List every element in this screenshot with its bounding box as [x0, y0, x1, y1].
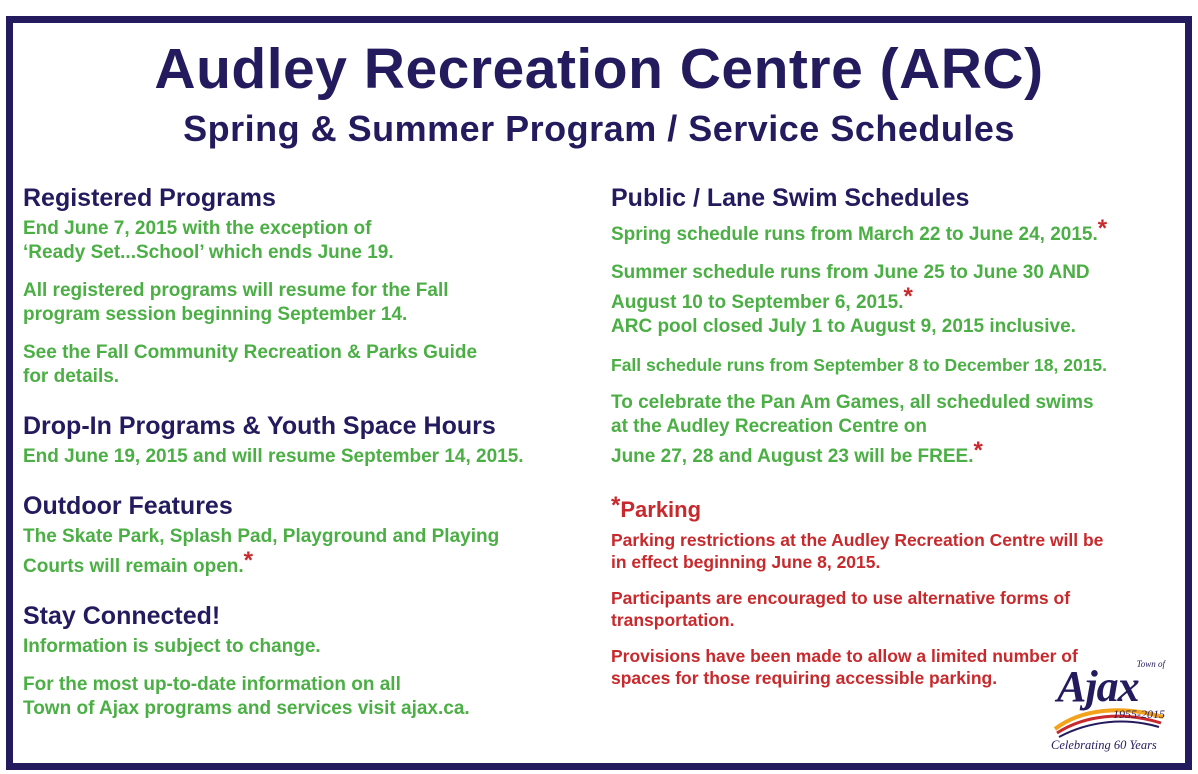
logo-town-of: Town of	[1136, 659, 1165, 669]
text-line: For the most up-to-date information on all	[23, 674, 401, 695]
stay-connected-notice: Information is subject to change.	[23, 636, 321, 657]
text-line: Participants are encouraged to use alternative forms of	[611, 588, 1071, 608]
asterisk-icon: *	[973, 437, 983, 464]
logo-years: 1955-2015	[1113, 707, 1165, 721]
text-line: The Skate Park, Splash Pad, Playground and Playing	[23, 526, 500, 547]
asterisk-icon: *	[903, 283, 913, 310]
text-line: Town of Ajax programs and services visit ajax.ca.	[23, 698, 470, 719]
asterisk-icon: *	[243, 547, 253, 574]
registered-programs-resume	[23, 279, 583, 327]
text-line: Provisions have been made to allow a limited number of	[611, 646, 1078, 666]
text-line: program session beginning September 14.	[23, 304, 408, 325]
text-line: June 27, 28 and August 23 will be FREE.	[611, 446, 974, 467]
parking-heading	[611, 491, 1181, 525]
right-column	[611, 183, 1181, 689]
outdoor-features-text	[23, 525, 583, 579]
poster-subtitle: Spring & Summer Program / Service Schedules	[183, 108, 1015, 149]
pan-am-free-swims	[611, 391, 1181, 469]
text-line: ARC pool closed July 1 to August 9, 2015 inclusive.	[611, 316, 1076, 337]
poster-title: Audley Recreation Centre (ARC)	[154, 37, 1044, 101]
registered-programs-end-date	[23, 217, 583, 265]
text-line: ‘Ready Set...School’ which ends June 19.	[23, 242, 394, 263]
text-line: August 10 to September 6, 2015.	[611, 292, 904, 313]
logo-tagline: Celebrating 60 Years	[1051, 738, 1157, 752]
text-line: To celebrate the Pan Am Games, all scheduled swims	[611, 392, 1094, 413]
dropin-heading: Drop-In Programs & Youth Space Hours	[23, 412, 496, 440]
text-line: Courts will remain open.	[23, 556, 244, 577]
dropin-text: End June 19, 2015 and will resume September 14, 2015.	[23, 446, 524, 467]
parking-heading-label: Parking	[620, 497, 702, 522]
left-column	[23, 183, 583, 721]
stay-connected-website	[23, 673, 583, 721]
registered-programs-guide	[23, 341, 583, 389]
asterisk-icon: *	[1097, 215, 1108, 242]
text-line: Summer schedule runs from June 25 to June 30 AND	[611, 262, 1090, 283]
text-line: Spring schedule runs from March 22 to June 24, 2015.	[611, 224, 1098, 245]
swim-schedules-heading: Public / Lane Swim Schedules	[611, 184, 970, 212]
stay-connected-heading: Stay Connected!	[23, 602, 221, 630]
text-line: in effect beginning June 8, 2015.	[611, 552, 881, 572]
text-line: spaces for those requiring accessible parking.	[611, 668, 998, 688]
text-line: at the Audley Recreation Centre on	[611, 416, 928, 437]
ajax-logo	[1049, 659, 1169, 755]
spring-schedule	[611, 217, 1181, 247]
summer-schedule	[611, 261, 1181, 339]
text-line: End June 7, 2015 with the exception of	[23, 218, 372, 239]
text-line: All registered programs will resume for the Fall	[23, 280, 449, 301]
text-line: Parking restrictions at the Audley Recreation Centre will be	[611, 530, 1104, 550]
text-line: for details.	[23, 366, 120, 387]
logo-ajax-wordmark: Ajax	[1057, 662, 1139, 711]
text-line: See the Fall Community Recreation & Parks Guide	[23, 342, 478, 363]
poster-frame	[6, 16, 1192, 770]
parking-alternatives	[611, 587, 1181, 631]
fall-schedule: Fall schedule runs from September 8 to December 18, 2015.	[611, 355, 1108, 375]
registered-programs-heading: Registered Programs	[23, 184, 276, 212]
asterisk-icon: *	[611, 492, 621, 519]
text-line: transportation.	[611, 610, 735, 630]
parking-restrictions	[611, 529, 1181, 573]
outdoor-features-heading: Outdoor Features	[23, 492, 233, 520]
